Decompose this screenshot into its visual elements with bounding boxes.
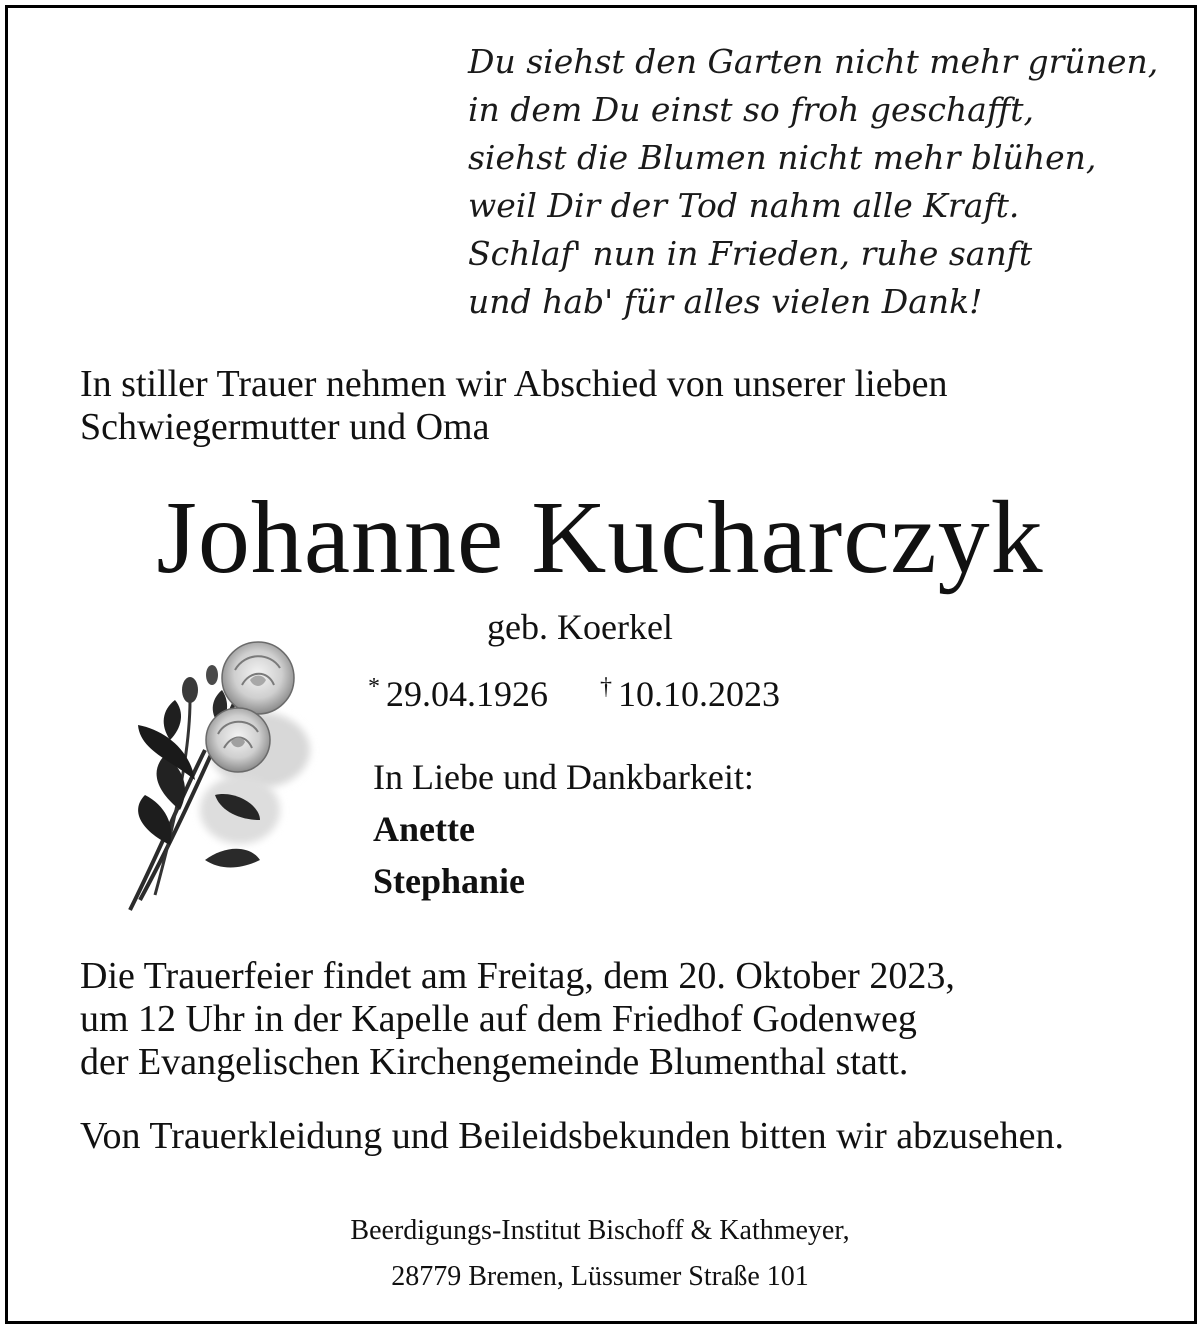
ceremony-line: der Evangelischen Kirchengemeinde Blumenthal statt. bbox=[80, 1041, 909, 1083]
ceremony-line: um 12 Uhr in der Kapelle auf dem Friedhof Godenweg bbox=[80, 998, 917, 1040]
funeral-home-address: 28779 Bremen, Lüssumer Straße 101 bbox=[391, 1261, 809, 1292]
poem bbox=[468, 38, 1158, 326]
poem-line: Du siehst den Garten nicht mehr grünen, bbox=[468, 42, 1159, 81]
rose-icon bbox=[110, 630, 340, 920]
mourners bbox=[373, 751, 754, 907]
ceremony-line: Die Trauerfeier findet am Freitag, dem 20. Oktober 2023, bbox=[80, 955, 955, 997]
deceased-name: Johanne Kucharczyk bbox=[156, 480, 1044, 595]
poem-line: Schlaf' nun in Frieden, ruhe sanft bbox=[468, 234, 1033, 273]
funeral-home bbox=[0, 1208, 1200, 1300]
birth-symbol: * bbox=[368, 674, 380, 700]
poem-line: weil Dir der Tod nahm alle Kraft. bbox=[468, 186, 1020, 225]
poem-line: siehst die Blumen nicht mehr blühen, bbox=[468, 138, 1097, 177]
birth-name: geb. Koerkel bbox=[487, 607, 673, 647]
poem-line: und hab' für alles vielen Dank! bbox=[468, 282, 983, 321]
mourner-name: Stephanie bbox=[373, 861, 526, 901]
funeral-home-name: Beerdigungs-Institut Bischoff & Kathmeyer, bbox=[350, 1215, 850, 1246]
intro-text bbox=[80, 363, 1120, 449]
death-symbol: † bbox=[600, 674, 612, 700]
ceremony-info bbox=[80, 955, 1120, 1084]
intro-line: Schwiegermutter und Oma bbox=[80, 406, 490, 448]
poem-line: in dem Du einst so froh geschafft, bbox=[468, 90, 1034, 129]
birth-date: 29.04.1926 bbox=[386, 674, 548, 714]
life-dates bbox=[368, 663, 780, 718]
mourners-heading: In Liebe und Dankbarkeit: bbox=[373, 757, 754, 797]
intro-line: In stiller Trauer nehmen wir Abschied von unserer lieben bbox=[80, 363, 948, 405]
mourner-name: Anette bbox=[373, 809, 475, 849]
mourning-request: Von Trauerkleidung und Beileidsbekunden bitten wir abzusehen. bbox=[80, 1115, 1064, 1157]
death-date: 10.10.2023 bbox=[618, 674, 780, 714]
